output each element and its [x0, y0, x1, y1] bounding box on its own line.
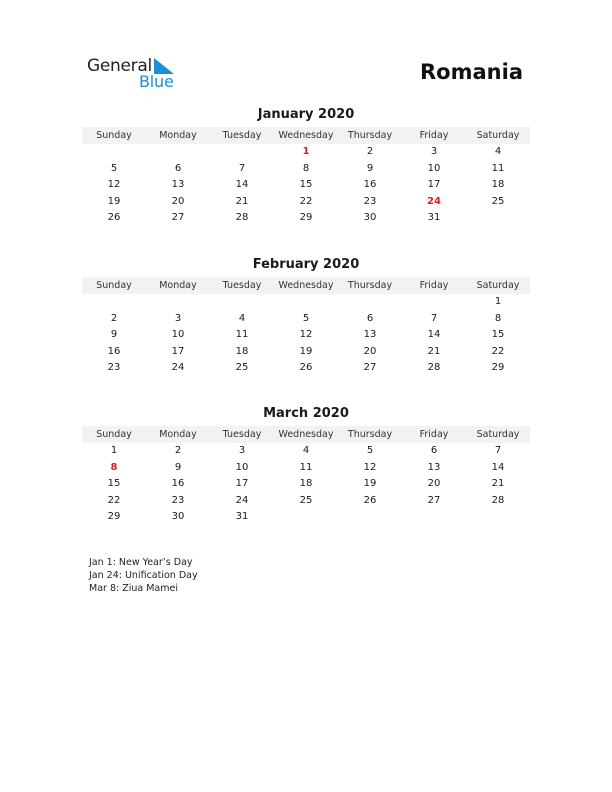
day-cell	[210, 144, 274, 161]
weekday-label: Thursday	[347, 130, 393, 141]
holiday-note: Mar 8: Ziua Mamei	[89, 583, 178, 594]
day-cell: 27	[363, 362, 377, 374]
day-cell	[338, 509, 402, 526]
week-row	[82, 161, 530, 178]
logo-text-general: General	[87, 56, 152, 76]
day-cell: 21	[427, 345, 441, 357]
weekday-label: Sunday	[96, 130, 132, 141]
day-cell: 7	[430, 312, 438, 324]
holiday-day-cell: 1	[302, 146, 310, 157]
weekday-label: Tuesday	[222, 429, 262, 440]
day-cell: 17	[171, 345, 185, 357]
day-cell: 9	[174, 461, 182, 473]
month-january	[82, 106, 530, 227]
day-cell: 17	[427, 179, 441, 191]
day-cell: 2	[366, 146, 374, 157]
day-cell: 4	[494, 146, 502, 157]
weekday-label: Friday	[419, 280, 449, 291]
day-cell: 13	[171, 179, 185, 191]
weekday-label: Sunday	[96, 280, 132, 291]
day-cell: 17	[235, 478, 249, 490]
weekday-label: Wednesday	[278, 130, 334, 141]
day-cell: 28	[235, 212, 249, 224]
week-row	[82, 177, 530, 194]
weekday-label: Monday	[159, 130, 197, 141]
day-cell: 9	[366, 162, 374, 174]
week-row	[82, 294, 530, 311]
day-cell: 31	[427, 212, 441, 224]
weekday-label: Wednesday	[278, 429, 334, 440]
day-cell: 3	[430, 146, 438, 157]
day-cell: 26	[107, 212, 121, 224]
day-cell: 1	[110, 445, 118, 456]
day-cell: 21	[491, 478, 505, 490]
week-row	[82, 194, 530, 211]
day-cell	[146, 144, 210, 161]
week-row	[82, 443, 530, 460]
week-row	[82, 476, 530, 493]
day-cell: 23	[363, 195, 377, 207]
weekday-label: Saturday	[476, 429, 520, 440]
day-cell: 14	[235, 179, 249, 191]
month-february	[82, 256, 530, 377]
day-cell	[146, 294, 210, 311]
week-row	[82, 344, 530, 361]
day-cell	[402, 509, 466, 526]
day-cell: 29	[299, 212, 313, 224]
day-cell: 27	[427, 494, 441, 506]
day-cell: 7	[238, 162, 246, 174]
week-row	[82, 493, 530, 510]
day-cell: 18	[491, 179, 505, 191]
day-cell: 6	[174, 162, 182, 174]
day-cell: 24	[171, 362, 185, 374]
generalblue-logo	[87, 56, 187, 92]
day-cell: 28	[491, 494, 505, 506]
week-row	[82, 144, 530, 161]
holiday-note: Jan 24: Unification Day	[89, 570, 198, 581]
day-cell: 3	[238, 445, 246, 456]
month-grid	[82, 294, 530, 377]
weekday-label: Tuesday	[222, 280, 262, 291]
day-cell: 22	[491, 345, 505, 357]
day-cell: 22	[299, 195, 313, 207]
day-cell: 6	[366, 312, 374, 324]
week-row	[82, 327, 530, 344]
day-cell: 18	[299, 478, 313, 490]
day-cell: 23	[107, 362, 121, 374]
day-cell	[338, 294, 402, 311]
day-cell: 25	[491, 195, 505, 207]
day-cell: 19	[299, 345, 313, 357]
day-cell: 19	[363, 478, 377, 490]
week-row	[82, 210, 530, 227]
day-cell: 10	[235, 461, 249, 473]
day-cell: 22	[107, 494, 121, 506]
month-title: January 2020	[257, 107, 355, 122]
day-cell: 8	[302, 162, 310, 174]
day-cell: 11	[299, 461, 313, 473]
day-cell: 1	[494, 296, 502, 307]
week-row	[82, 311, 530, 328]
weekday-header	[82, 127, 530, 144]
day-cell: 23	[171, 494, 185, 506]
day-cell: 27	[171, 212, 185, 224]
day-cell	[210, 294, 274, 311]
day-cell: 28	[427, 362, 441, 374]
day-cell: 26	[299, 362, 313, 374]
day-cell: 19	[107, 195, 121, 207]
day-cell: 25	[299, 494, 313, 506]
day-cell: 12	[363, 461, 377, 473]
day-cell	[274, 509, 338, 526]
day-cell: 13	[427, 461, 441, 473]
weekday-label: Saturday	[476, 130, 520, 141]
weekday-label: Saturday	[476, 280, 520, 291]
day-cell: 31	[235, 511, 249, 523]
day-cell: 15	[107, 478, 121, 490]
month-grid	[82, 144, 530, 227]
day-cell: 25	[235, 362, 249, 374]
day-cell: 7	[494, 445, 502, 456]
day-cell: 16	[107, 345, 121, 357]
day-cell: 2	[174, 445, 182, 456]
day-cell: 5	[302, 312, 310, 324]
weekday-label: Wednesday	[278, 280, 334, 291]
month-title: February 2020	[252, 257, 360, 272]
holiday-note: Jan 1: New Year’s Day	[89, 557, 193, 568]
day-cell	[82, 294, 146, 311]
day-cell	[82, 144, 146, 161]
day-cell: 29	[491, 362, 505, 374]
holiday-day-cell: 8	[110, 461, 118, 473]
day-cell: 20	[171, 195, 185, 207]
weekday-label: Friday	[419, 429, 449, 440]
month-title: March 2020	[263, 406, 349, 421]
day-cell	[274, 294, 338, 311]
weekday-label: Monday	[159, 429, 197, 440]
holiday-notes	[89, 556, 198, 595]
day-cell: 2	[110, 312, 118, 324]
day-cell	[466, 509, 530, 526]
weekday-label: Monday	[159, 280, 197, 291]
month-march	[82, 405, 530, 526]
day-cell: 15	[491, 329, 505, 341]
day-cell: 16	[171, 478, 185, 490]
month-grid	[82, 443, 530, 526]
day-cell: 26	[363, 494, 377, 506]
country-title: Romania	[420, 60, 523, 84]
day-cell: 5	[366, 445, 374, 456]
day-cell: 9	[110, 329, 118, 341]
day-cell: 12	[107, 179, 121, 191]
weekday-header	[82, 277, 530, 294]
day-cell: 20	[363, 345, 377, 357]
day-cell: 4	[238, 312, 246, 324]
day-cell: 30	[363, 212, 377, 224]
day-cell: 29	[107, 511, 121, 523]
day-cell: 20	[427, 478, 441, 490]
logo-text-blue: Blue	[139, 72, 174, 91]
day-cell: 14	[491, 461, 505, 473]
day-cell: 4	[302, 445, 310, 456]
day-cell: 30	[171, 511, 185, 523]
day-cell: 8	[494, 312, 502, 324]
day-cell: 14	[427, 329, 441, 341]
weekday-header	[82, 426, 530, 443]
day-cell: 13	[363, 329, 377, 341]
day-cell: 10	[171, 329, 185, 341]
day-cell: 3	[174, 312, 182, 324]
day-cell	[466, 210, 530, 227]
day-cell: 10	[427, 162, 441, 174]
week-row	[82, 360, 530, 377]
weekday-label: Friday	[419, 130, 449, 141]
day-cell: 11	[491, 162, 505, 174]
day-cell: 15	[299, 179, 313, 191]
day-cell: 18	[235, 345, 249, 357]
day-cell: 24	[235, 494, 249, 506]
day-cell: 6	[430, 445, 438, 456]
weekday-label: Sunday	[96, 429, 132, 440]
day-cell: 21	[235, 195, 249, 207]
holiday-day-cell: 24	[427, 195, 441, 207]
weekday-label: Thursday	[347, 429, 393, 440]
day-cell: 16	[363, 179, 377, 191]
weekday-label: Thursday	[347, 280, 393, 291]
day-cell: 12	[299, 329, 313, 341]
weekday-label: Tuesday	[222, 130, 262, 141]
week-row	[82, 509, 530, 526]
day-cell: 5	[110, 162, 118, 174]
day-cell	[402, 294, 466, 311]
week-row	[82, 460, 530, 477]
day-cell: 11	[235, 329, 249, 341]
